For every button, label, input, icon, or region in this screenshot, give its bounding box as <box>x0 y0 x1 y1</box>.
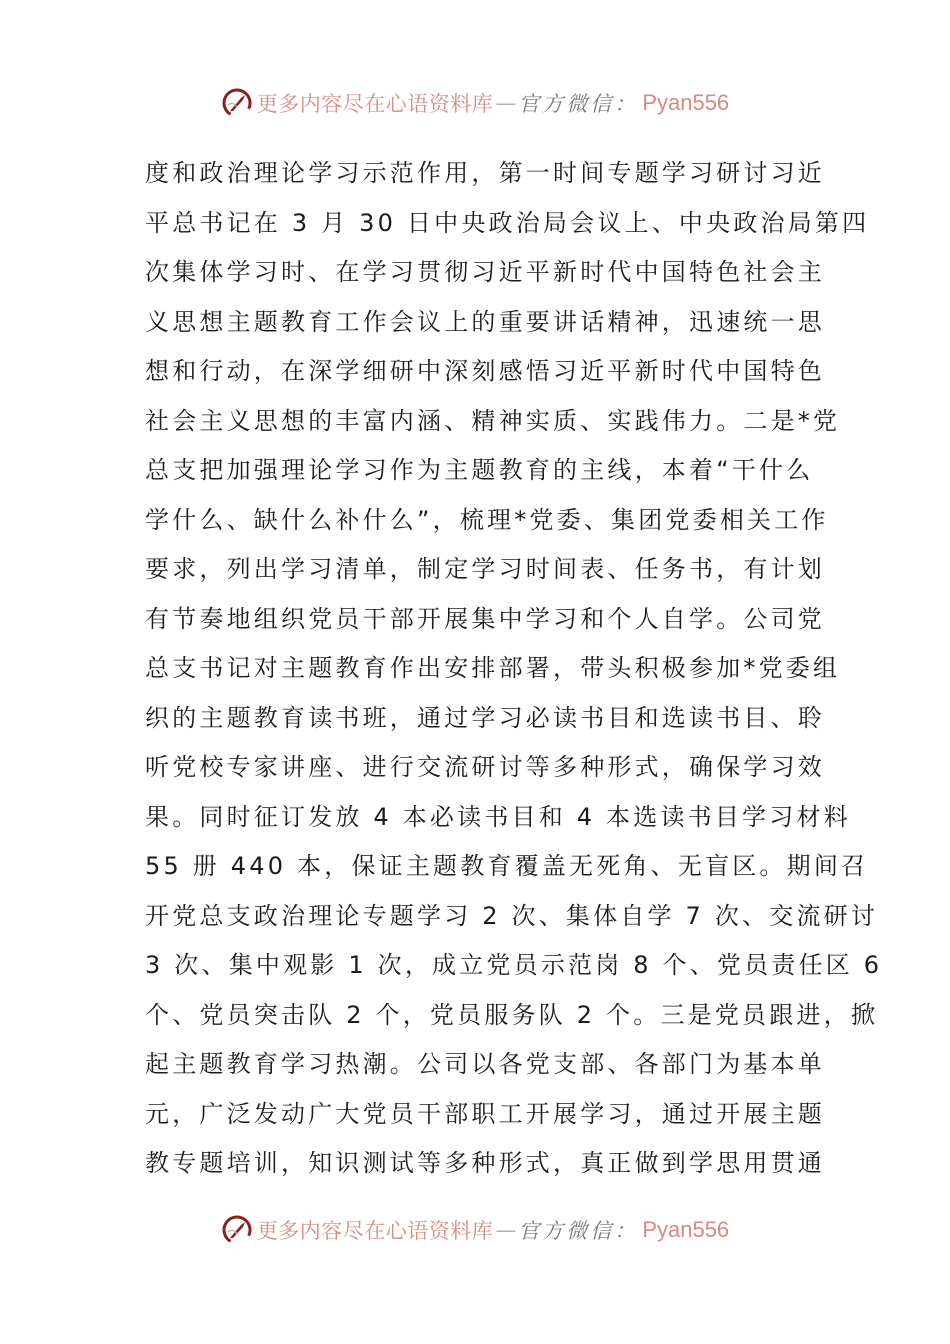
text-line: 听党校专家讲座、进行交流研讨等多种形式，确保学习效 <box>145 753 825 781</box>
wechat-id: Pyan556 <box>642 1217 730 1242</box>
quill-pen-logo-icon <box>221 87 253 119</box>
text-line: 平总书记在 3 月 30 日中央政治局会议上、中央政治局第四 <box>145 208 870 237</box>
wechat-label: 官方微信： <box>518 1219 639 1243</box>
brand-text: 更多内容尽在心语资料库 <box>256 92 494 116</box>
text-line: 55 册 440 本，保证主题教育覆盖无死角、无盲区。期间召 <box>145 852 869 880</box>
text-line: 总支把加强理论学习作为主题教育的主线，本着“干什么 <box>145 456 814 484</box>
text-line: 想和行动，在深学细研中深刻感悟习近平新时代中国特色 <box>145 357 825 385</box>
text-line: 教专题培训，知识测试等多种形式，真正做到学思用贯通 <box>145 1149 825 1177</box>
text-line: 度和政治理论学习示范作用，第一时间专题学习研讨习近 <box>145 159 825 187</box>
text-line: 3 次、集中观影 1 次，成立党员示范岗 8 个、党员责任区 6 <box>145 951 883 979</box>
header-banner <box>0 83 950 123</box>
wechat-label: 官方微信： <box>518 92 639 116</box>
text-line: 个、党员突击队 2 个，党员服务队 2 个。三是党员跟进，掀 <box>145 1000 879 1029</box>
footer-banner <box>0 1210 950 1250</box>
brand-text: 更多内容尽在心语资料库 <box>256 1219 494 1243</box>
text-line: 果。同时征订发放 4 本必读书目和 4 本选读书目学习材料 <box>145 802 851 831</box>
text-line: 织的主题教育读书班，通过学习必读书目和选读书目、聆 <box>145 703 825 732</box>
wechat-id: Pyan556 <box>642 90 730 115</box>
text-line: 起主题教育学习热潮。公司以各党支部、各部门为基本单 <box>145 1050 825 1078</box>
text-line: 学什么、缺什么补什么”，梳理*党委、集团党委相关工作 <box>145 505 829 534</box>
separator-dash: — <box>495 1218 517 1242</box>
text-line: 有节奏地组织党员干部开展集中学习和个人自学。公司党 <box>145 604 825 633</box>
text-line: 开党总支政治理论专题学习 2 次、集体自学 7 次、交流研讨 <box>145 901 879 930</box>
document-body <box>145 149 883 1189</box>
text-line: 义思想主题教育工作会议上的重要讲话精神，迅速统一思 <box>145 307 825 336</box>
quill-pen-logo-icon <box>221 1214 253 1246</box>
text-line: 要求，列出学习清单，制定学习时间表、任务书，有计划 <box>145 555 825 583</box>
text-line: 社会主义思想的丰富内涵、精神实质、实践伟力。二是*党 <box>145 406 841 435</box>
text-line: 总支书记对主题教育作出安排部署，带头积极参加*党委组 <box>145 654 841 682</box>
separator-dash: — <box>495 91 517 115</box>
text-line: 元，广泛发动广大党员干部职工开展学习，通过开展主题 <box>145 1099 825 1128</box>
text-line: 次集体学习时、在学习贯彻习近平新时代中国特色社会主 <box>145 258 825 286</box>
